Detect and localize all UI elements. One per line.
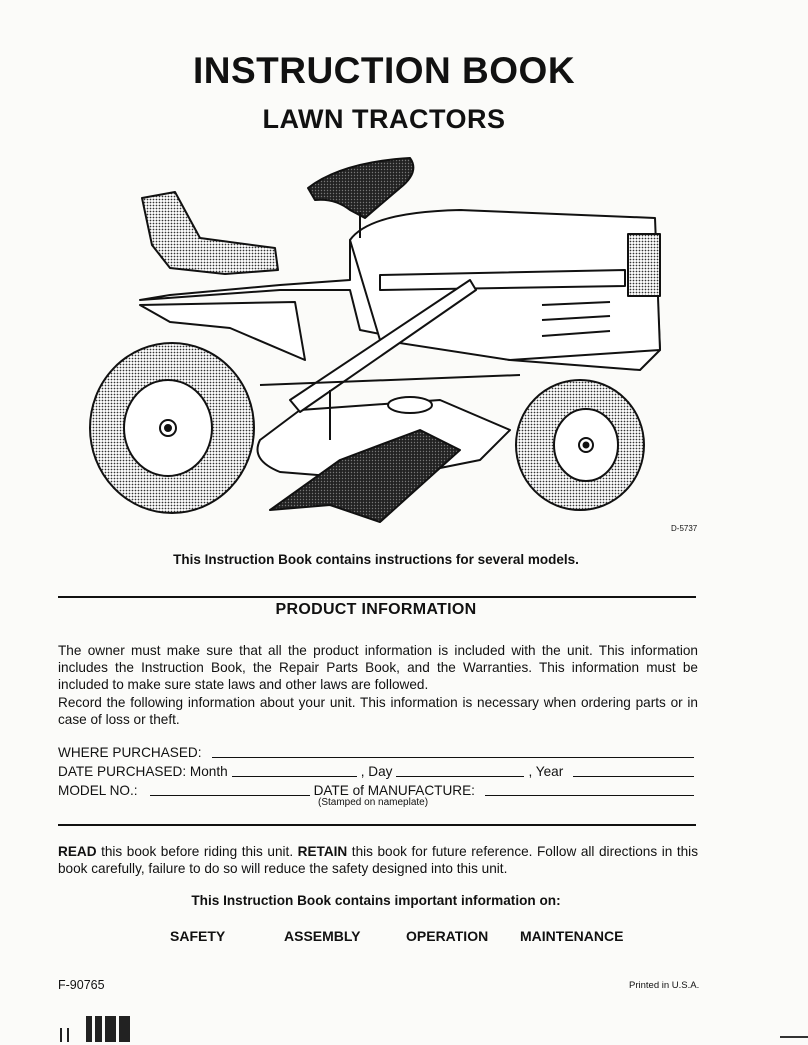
intro-statement: This Instruction Book contains instructions for several models. (173, 552, 579, 567)
product-information-heading: PRODUCT INFORMATION (275, 601, 477, 618)
where-purchased-row (58, 742, 698, 760)
rear-wheel (90, 343, 254, 513)
form-number: F-90765 (58, 978, 105, 992)
where-purchased-field[interactable] (212, 745, 694, 758)
date-purchased-month-label: DATE PURCHASED: Month (58, 764, 228, 779)
date-purchased-row (58, 761, 698, 779)
document-title: INSTRUCTION BOOK (192, 50, 576, 91)
retain-text: this book for future reference. Follow all directions in this book carefully, failure to do so will reduce the safety designed into this unit. (58, 844, 698, 876)
front-wheel (516, 380, 644, 510)
barcode-mark (60, 1028, 62, 1042)
model-no-field[interactable] (150, 783, 310, 796)
read-keyword: READ (58, 844, 97, 859)
seat (142, 192, 278, 274)
read-text: this book before riding this unit. (96, 844, 298, 859)
year-label: , Year (528, 764, 564, 779)
drawing-number: D-5737 (671, 524, 698, 533)
model-row (58, 780, 698, 798)
date-of-manufacture-field[interactable] (485, 783, 694, 796)
product-info-paragraph: The owner must make sure that all the product information is included with the unit. This information includes the Instruction Book, the Repair Parts Book, and the Warranties. This information must be included to make sure state laws and other laws are followed. (58, 643, 698, 692)
retain-keyword: RETAIN (297, 844, 348, 859)
record-info-paragraph: Record the following information about your unit. This information is necessary when ordering parts or in case of loss or theft. (58, 695, 698, 727)
topic-safety: SAFETY (170, 928, 226, 944)
scan-artifact (86, 1016, 130, 1042)
printed-in-usa: Printed in U.S.A. (629, 980, 700, 991)
topic-assembly: ASSEMBLY (284, 928, 361, 944)
barcode-mark (67, 1028, 69, 1042)
divider-top (58, 596, 696, 598)
headlight (628, 234, 660, 296)
year-field[interactable] (573, 764, 694, 777)
day-field[interactable] (396, 764, 524, 777)
day-label: , Day (360, 764, 393, 779)
read-retain-notice (58, 843, 698, 877)
stamped-note: (Stamped on nameplate) (318, 797, 429, 808)
date-of-manufacture-label: DATE of MANUFACTURE: (313, 783, 475, 798)
document-subtitle: LAWN TRACTORS (262, 104, 506, 134)
lawn-tractor-illustration (80, 150, 680, 530)
divider-bottom (58, 824, 696, 826)
month-field[interactable] (232, 764, 357, 777)
where-purchased-label: WHERE PURCHASED: (58, 745, 202, 760)
steering-wheel (308, 158, 413, 218)
scan-artifact (780, 1036, 808, 1038)
contains-statement: This Instruction Book contains important information on: (191, 893, 561, 908)
topic-maintenance: MAINTENANCE (520, 928, 624, 944)
model-no-label: MODEL NO.: (58, 783, 138, 798)
topic-operation: OPERATION (406, 928, 489, 944)
